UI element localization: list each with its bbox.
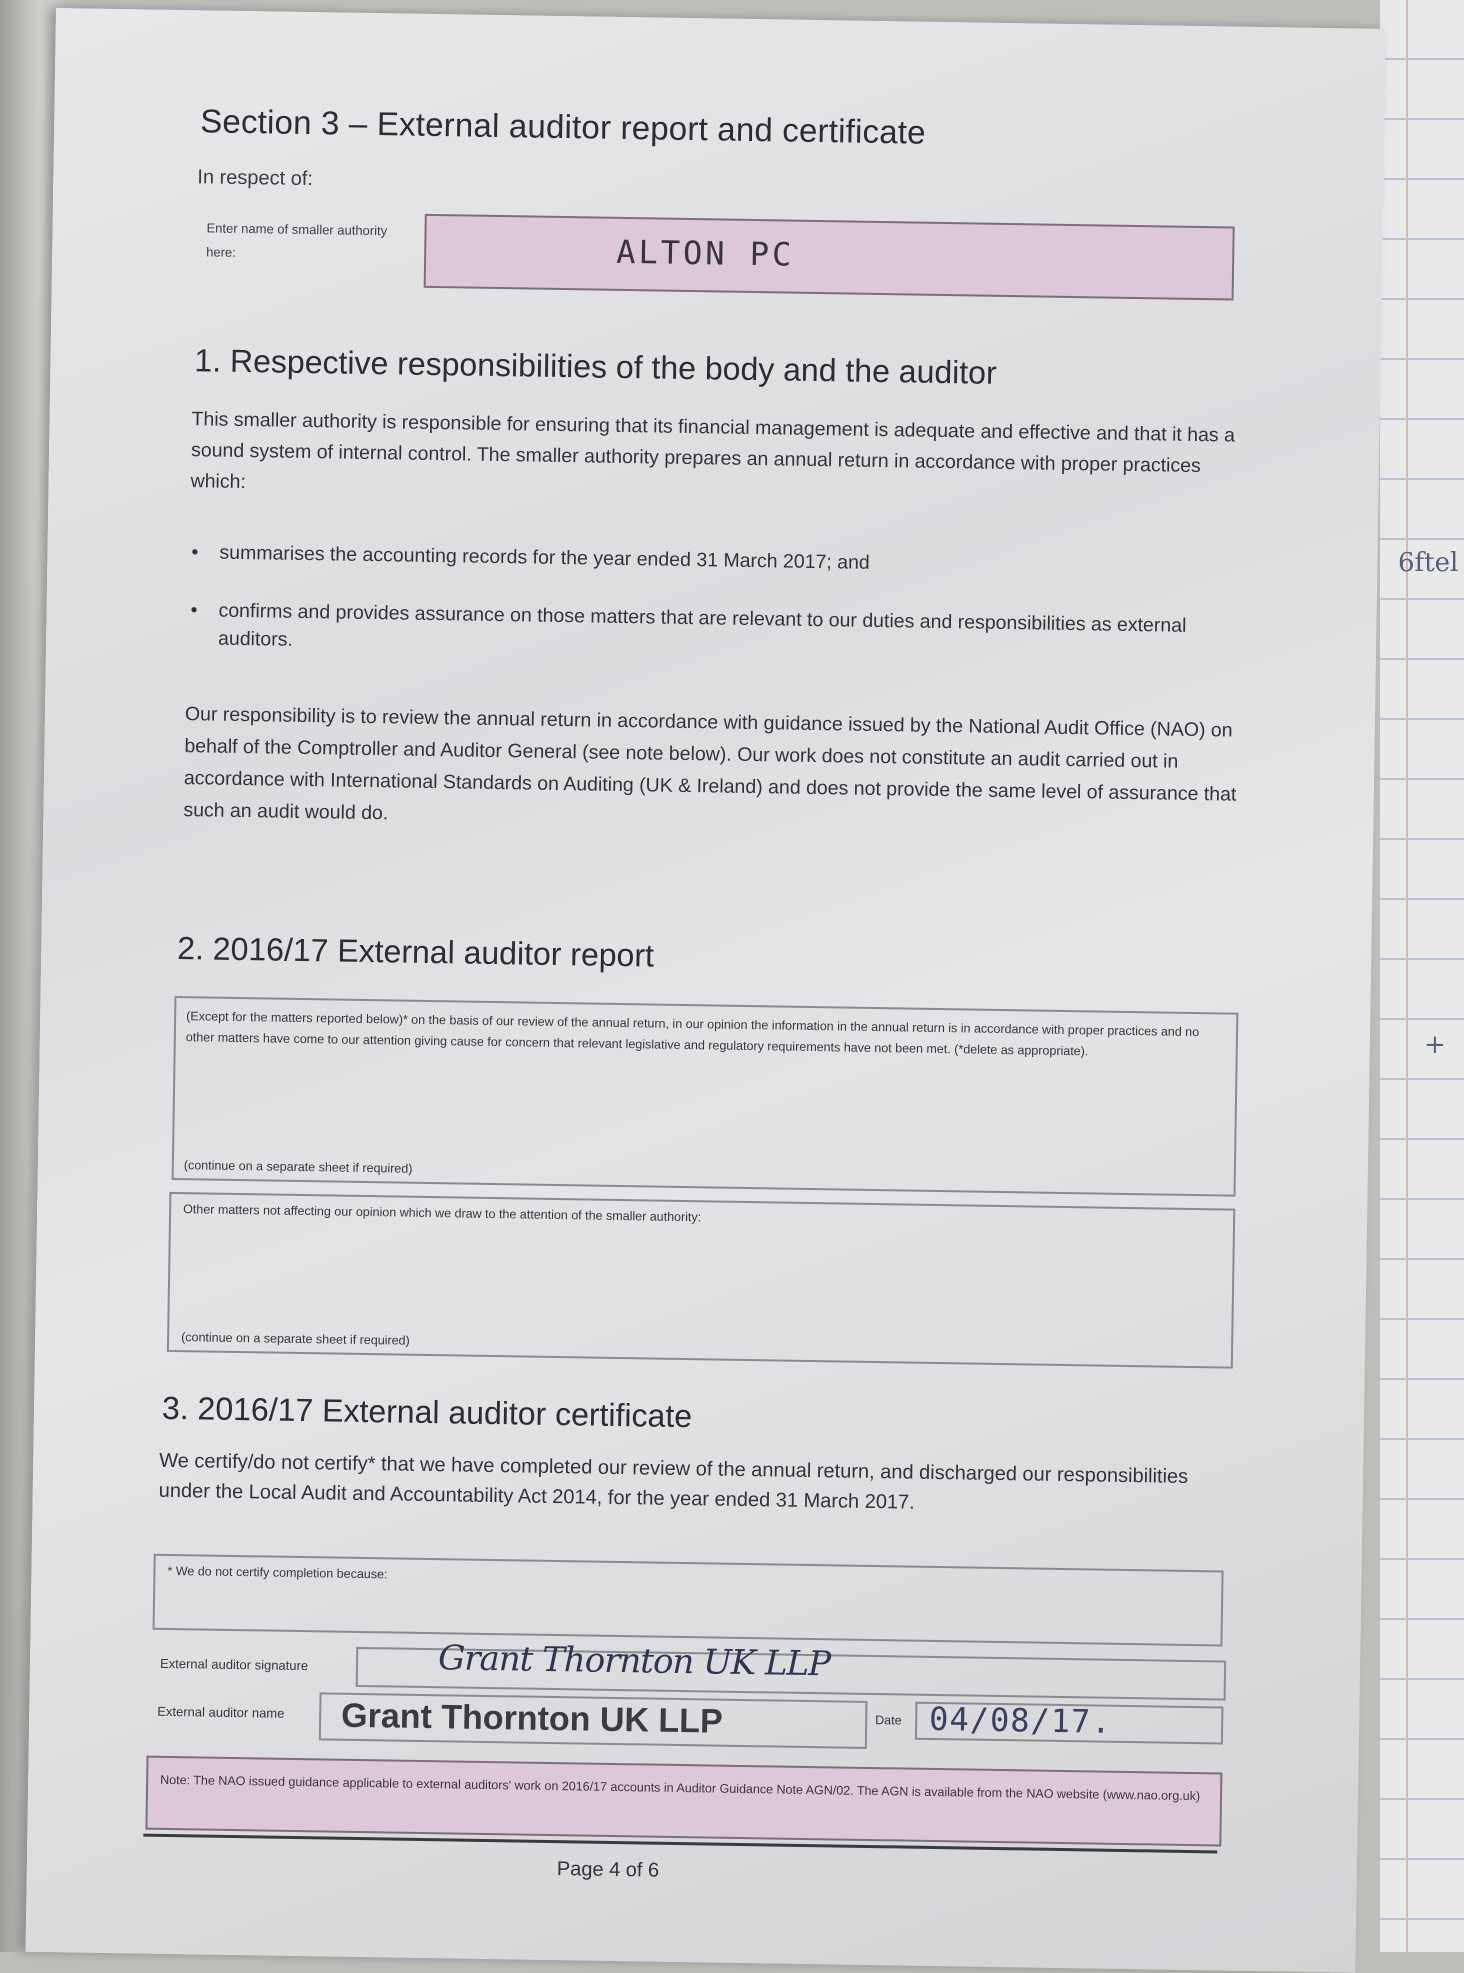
in-respect-of-label: In respect of: — [197, 166, 314, 191]
signature-label: External auditor signature — [159, 1655, 309, 1674]
auditor-name-value: Grant Thornton UK LLP — [340, 1696, 723, 1741]
authority-name-label: Enter name of smaller authority here: — [206, 220, 388, 260]
date-field[interactable] — [915, 1699, 1224, 1745]
not-certify-label: * We do not certify completion because: — [167, 1563, 388, 1582]
handwritten-signature: Grant Thornton UK LLP — [437, 1638, 831, 1685]
auditor-opinion-text: (Except for the matters reported below)* on the basis of our review of the annual return, in our opinion the information in the annual return is in accordance with proper practices and no other matters have come to our attention giving cause for concern that relevant legislative and regulatory requirements have not been met. (*delete as appropriate). — [185, 1009, 1200, 1059]
background-notebook — [1380, 0, 1464, 1952]
auditor-responsibility-text: Our responsibility is to review the annual return in accordance with guidance issued by the National Audit Office (NAO) on behalf of the Comptroller and Auditor General (see note below). Our work does not constitute an audit carried out in accordance with International Standards on Auditing (UK & Ireland) and does not provide the same level of assurance that such an audit would do. — [183, 703, 1237, 825]
continue-note: (continue on a separate sheet if required) — [181, 1330, 410, 1348]
other-matters-label: Other matters not affecting our opinion which we draw to the attention of the smaller authority: — [183, 1202, 702, 1225]
nao-note — [145, 1756, 1222, 1847]
section-1-intro: This smaller authority is responsible for ensuring that its financial management is adequate and effective and that it has a sound system of internal control. The smaller authority prepares an annual return in accordance with proper practices which: — [190, 408, 1236, 494]
auditor-name-label: External auditor name — [157, 1703, 285, 1721]
signature-field[interactable] — [356, 1638, 1227, 1701]
page-title: Section 3 – External auditor report and certificate — [199, 102, 927, 151]
form-page — [25, 8, 1385, 1973]
nao-note-text: Note: The NAO issued guidance applicable to external auditors' work on 2016/17 accounts in Auditor Guidance Note AGN/02. The AGN is available from the NAO website (www.nao.org.uk) — [160, 1772, 1201, 1804]
auditor-report-field[interactable] — [172, 996, 1239, 1197]
continue-note: (continue on a separate sheet if required) — [183, 1158, 413, 1176]
not-certify-reason-field[interactable] — [153, 1554, 1224, 1647]
authority-name-field[interactable] — [424, 214, 1235, 301]
authority-name-value: ALTON PC — [615, 232, 795, 274]
other-matters-field[interactable] — [167, 1192, 1235, 1369]
auditor-name-field[interactable] — [319, 1692, 868, 1749]
bullet-item: • confirms and provides assurance on those matters that are relevant to our duties and responsibilities as external auditors. — [218, 597, 1219, 669]
bullet-item: • summarises the accounting records for the year ended 31 March 2017; and — [219, 539, 1219, 583]
page-number: Page 4 of 6 — [556, 1858, 660, 1882]
section-2-heading: 2. 2016/17 External auditor report — [176, 930, 655, 974]
notebook-margin-line — [1406, 0, 1408, 1952]
date-label: Date — [875, 1713, 902, 1728]
background-handwriting: 6ftel — [1398, 548, 1459, 578]
certificate-text: We certify/do not certify* that we have completed our review of the annual return, and discharged our responsibilities under the Local Audit and Accountability Act 2014, for the year ended 31 March 2017. — [158, 1449, 1189, 1514]
date-value: 04/08/17. — [928, 1699, 1112, 1741]
section-3-heading: 3. 2016/17 External auditor certificate — [161, 1389, 693, 1435]
section-1-heading: 1. Respective responsibilities of the body and the auditor — [194, 342, 997, 391]
background-handwriting-plus: + — [1424, 1030, 1446, 1060]
